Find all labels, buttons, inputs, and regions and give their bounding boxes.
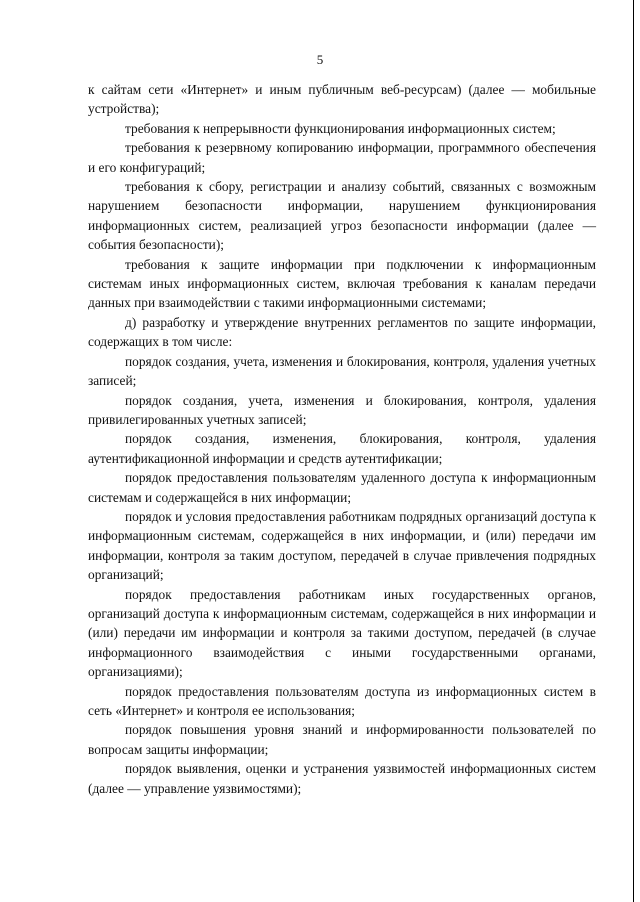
paragraph: порядок предоставления работникам иных государственных органов, организаций доступа к информационным системам, содержащейся в них информации и (или) передачи им информации и контроля за такими доступом, передачей (в случае информационного взаимодействия с иными государственными органами, организациями); [88, 586, 596, 680]
page-number: 5 [316, 52, 324, 67]
paragraph: порядок предоставления пользователям удаленного доступа к информационным системам и содержащейся в них информации; [88, 470, 596, 505]
paragraph: к сайтам сети «Интернет» и иным публичным веб-ресурсам) (далее — мобильные устройства); [88, 82, 596, 117]
paragraph: д) разработку и утверждение внутренних регламентов по защите информации, содержащих в том числе: [88, 314, 596, 350]
page-edge-line [633, 0, 634, 902]
document-body [88, 80, 596, 798]
paragraph: требования к сбору, регистрации и анализу событий, связанных с возможным нарушением безопасности информации, нарушением функционирования информационных систем, реализацией угроз безопасности информации (далее — события безопасности); [88, 179, 596, 253]
paragraph: порядок создания, учета, изменения и блокирования, контроля, удаления привилегированных учетных записей; [88, 392, 596, 427]
paragraph: порядок создания, учета, изменения и блокирования, контроля, удаления учетных записей; [88, 353, 596, 389]
paragraph: порядок и условия предоставления работникам подрядных организаций доступа к информационным системам, содержащейся в них информации, и (или) передачи им информации, контроля за таким доступом, передачей в случае привлечения подрядных организаций; [88, 508, 596, 583]
paragraph: порядок предоставления пользователям доступа из информационных систем в сеть «Интернет» и контроля ее использования; [88, 683, 596, 718]
paragraph: требования к защите информации при подключении к информационным системам иных информационных систем, включая требования к каналам передачи данных при взаимодействии с такими информационными системами; [88, 256, 596, 311]
paragraph: порядок создания, изменения, блокирования, контроля, удаления аутентификационной информации и средств аутентификации; [88, 431, 596, 466]
paragraph: порядок повышения уровня знаний и информированности пользователей по вопросам защиты информации; [88, 722, 596, 757]
paragraph: требования к непрерывности функционирования информационных систем; [125, 120, 556, 136]
paragraph: порядок выявления, оценки и устранения уязвимостей информационных систем (далее — управление уязвимостями); [88, 761, 596, 796]
paragraph: требования к резервному копированию информации, программного обеспечения и его конфигураций; [88, 140, 596, 175]
